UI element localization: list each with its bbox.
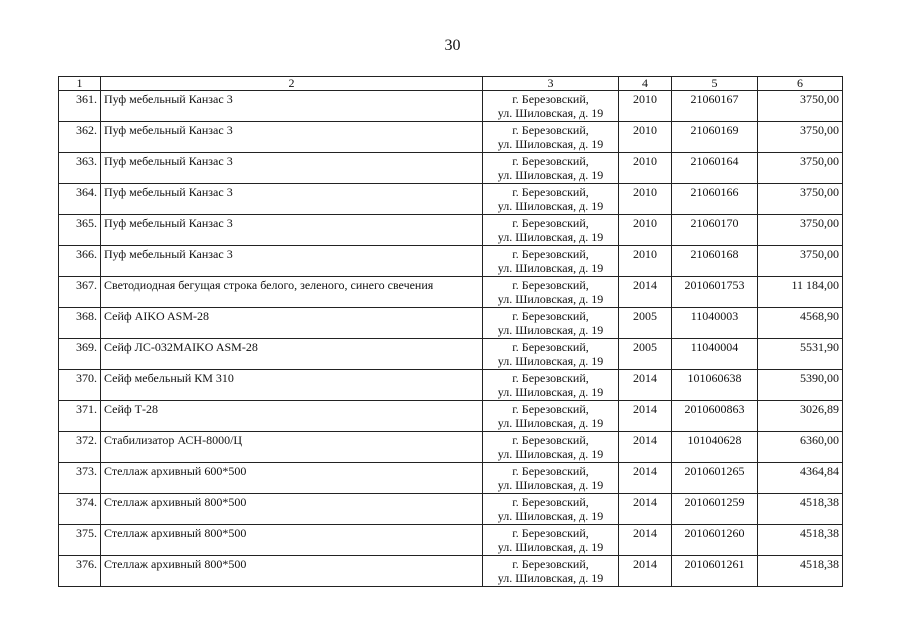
item-year: 2010 xyxy=(619,91,672,122)
table-row xyxy=(59,339,843,370)
item-address xyxy=(483,463,619,494)
item-year: 2014 xyxy=(619,525,672,556)
table-row xyxy=(59,432,843,463)
item-cost: 4518,38 xyxy=(758,525,843,556)
item-year: 2005 xyxy=(619,308,672,339)
inventory-number: 2010601265 xyxy=(672,463,758,494)
item-cost: 5531,90 xyxy=(758,339,843,370)
address-street: ул. Шиловская, д. 19 xyxy=(497,292,604,306)
address-street: ул. Шиловская, д. 19 xyxy=(497,571,604,585)
table-row xyxy=(59,277,843,308)
address-street: ул. Шиловская, д. 19 xyxy=(497,323,604,337)
item-year: 2014 xyxy=(619,401,672,432)
table-row xyxy=(59,525,843,556)
table-row xyxy=(59,308,843,339)
row-number: 375. xyxy=(59,525,101,556)
address-city: г. Березовский, xyxy=(512,557,589,571)
address-street: ул. Шиловская, д. 19 xyxy=(497,106,604,120)
item-year: 2005 xyxy=(619,339,672,370)
item-address xyxy=(483,91,619,122)
item-name: Стеллаж архивный 800*500 xyxy=(101,494,483,525)
item-cost: 3750,00 xyxy=(758,153,843,184)
inventory-number: 21060169 xyxy=(672,122,758,153)
item-address xyxy=(483,308,619,339)
page-number: 30 xyxy=(444,37,461,54)
item-name: Стеллаж архивный 800*500 xyxy=(101,556,483,587)
address-city: г. Березовский, xyxy=(512,402,589,416)
inventory-table xyxy=(58,76,843,587)
item-cost: 4518,38 xyxy=(758,494,843,525)
item-cost: 5390,00 xyxy=(758,370,843,401)
item-address xyxy=(483,246,619,277)
row-number: 368. xyxy=(59,308,101,339)
address-city: г. Березовский, xyxy=(512,154,589,168)
address-city: г. Березовский, xyxy=(512,433,589,447)
table-row xyxy=(59,215,843,246)
item-year: 2010 xyxy=(619,184,672,215)
address-city: г. Березовский, xyxy=(512,216,589,230)
item-address xyxy=(483,401,619,432)
header-row xyxy=(59,77,843,91)
inventory-number: 101060638 xyxy=(672,370,758,401)
item-year: 2014 xyxy=(619,556,672,587)
item-cost: 3750,00 xyxy=(758,215,843,246)
item-year: 2014 xyxy=(619,494,672,525)
address-city: г. Березовский, xyxy=(512,92,589,106)
item-name: Сейф мебельный КМ 310 xyxy=(101,370,483,401)
item-cost: 6360,00 xyxy=(758,432,843,463)
item-cost: 4364,84 xyxy=(758,463,843,494)
item-name: Пуф мебельный Канзас 3 xyxy=(101,184,483,215)
address-city: г. Березовский, xyxy=(512,526,589,540)
address-city: г. Березовский, xyxy=(512,247,589,261)
row-number: 373. xyxy=(59,463,101,494)
item-name: Стабилизатор АСН-8000/Ц xyxy=(101,432,483,463)
address-street: ул. Шиловская, д. 19 xyxy=(497,137,604,151)
item-address xyxy=(483,122,619,153)
address-city: г. Березовский, xyxy=(512,340,589,354)
inventory-number: 21060170 xyxy=(672,215,758,246)
item-name: Пуф мебельный Канзас 3 xyxy=(101,246,483,277)
item-year: 2014 xyxy=(619,277,672,308)
item-name: Сейф ЛС-032MAIKO ASM-28 xyxy=(101,339,483,370)
table-row xyxy=(59,463,843,494)
row-number: 369. xyxy=(59,339,101,370)
table-row xyxy=(59,246,843,277)
inventory-number: 11040004 xyxy=(672,339,758,370)
row-number: 362. xyxy=(59,122,101,153)
address-street: ул. Шиловская, д. 19 xyxy=(497,509,604,523)
inventory-number: 2010601259 xyxy=(672,494,758,525)
table-body xyxy=(59,91,843,587)
item-year: 2010 xyxy=(619,215,672,246)
item-cost: 4518,38 xyxy=(758,556,843,587)
address-city: г. Березовский, xyxy=(512,123,589,137)
address-street: ул. Шиловская, д. 19 xyxy=(497,199,604,213)
item-name: Стеллаж архивный 800*500 xyxy=(101,525,483,556)
item-name: Пуф мебельный Канзас 3 xyxy=(101,91,483,122)
row-number: 370. xyxy=(59,370,101,401)
inventory-number: 21060166 xyxy=(672,184,758,215)
row-number: 366. xyxy=(59,246,101,277)
address-city: г. Березовский, xyxy=(512,495,589,509)
column-header-5: 5 xyxy=(672,77,758,91)
item-cost: 11 184,00 xyxy=(758,277,843,308)
address-street: ул. Шиловская, д. 19 xyxy=(497,385,604,399)
item-address xyxy=(483,525,619,556)
address-street: ул. Шиловская, д. 19 xyxy=(497,478,604,492)
row-number: 363. xyxy=(59,153,101,184)
row-number: 364. xyxy=(59,184,101,215)
address-city: г. Березовский, xyxy=(512,309,589,323)
inventory-number: 21060168 xyxy=(672,246,758,277)
item-cost: 3750,00 xyxy=(758,246,843,277)
item-cost: 3750,00 xyxy=(758,91,843,122)
item-address xyxy=(483,153,619,184)
address-street: ул. Шиловская, д. 19 xyxy=(497,354,604,368)
inventory-number: 21060167 xyxy=(672,91,758,122)
inventory-number: 2010600863 xyxy=(672,401,758,432)
row-number: 374. xyxy=(59,494,101,525)
address-street: ул. Шиловская, д. 19 xyxy=(497,447,604,461)
item-address xyxy=(483,556,619,587)
table-row xyxy=(59,91,843,122)
row-number: 372. xyxy=(59,432,101,463)
item-cost: 3750,00 xyxy=(758,184,843,215)
item-address xyxy=(483,494,619,525)
inventory-number: 2010601260 xyxy=(672,525,758,556)
inventory-number: 2010601753 xyxy=(672,277,758,308)
inventory-number: 101040628 xyxy=(672,432,758,463)
column-header-1: 1 xyxy=(59,77,101,91)
item-address xyxy=(483,215,619,246)
item-name: Пуф мебельный Канзас 3 xyxy=(101,153,483,184)
item-address xyxy=(483,339,619,370)
item-cost: 4568,90 xyxy=(758,308,843,339)
address-city: г. Березовский, xyxy=(512,278,589,292)
table-row xyxy=(59,184,843,215)
item-name: Пуф мебельный Канзас 3 xyxy=(101,215,483,246)
row-number: 361. xyxy=(59,91,101,122)
row-number: 376. xyxy=(59,556,101,587)
item-name: Сейф AIKO ASM-28 xyxy=(101,308,483,339)
address-street: ул. Шиловская, д. 19 xyxy=(497,416,604,430)
address-street: ул. Шиловская, д. 19 xyxy=(497,540,604,554)
column-header-2: 2 xyxy=(101,77,483,91)
item-address xyxy=(483,184,619,215)
item-name: Сейф Т-28 xyxy=(101,401,483,432)
item-cost: 3026,89 xyxy=(758,401,843,432)
address-street: ул. Шиловская, д. 19 xyxy=(497,230,604,244)
item-address xyxy=(483,432,619,463)
table-row xyxy=(59,122,843,153)
item-name: Стеллаж архивный 600*500 xyxy=(101,463,483,494)
item-year: 2010 xyxy=(619,246,672,277)
table-row xyxy=(59,370,843,401)
row-number: 367. xyxy=(59,277,101,308)
item-year: 2014 xyxy=(619,370,672,401)
row-number: 365. xyxy=(59,215,101,246)
address-city: г. Березовский, xyxy=(512,185,589,199)
column-header-6: 6 xyxy=(758,77,843,91)
item-address xyxy=(483,277,619,308)
address-street: ул. Шиловская, д. 19 xyxy=(497,261,604,275)
table-row xyxy=(59,556,843,587)
row-number: 371. xyxy=(59,401,101,432)
item-year: 2010 xyxy=(619,153,672,184)
item-year: 2014 xyxy=(619,463,672,494)
item-year: 2014 xyxy=(619,432,672,463)
item-cost: 3750,00 xyxy=(758,122,843,153)
address-street: ул. Шиловская, д. 19 xyxy=(497,168,604,182)
address-city: г. Березовский, xyxy=(512,464,589,478)
inventory-number: 21060164 xyxy=(672,153,758,184)
table-row xyxy=(59,153,843,184)
address-city: г. Березовский, xyxy=(512,371,589,385)
table-row xyxy=(59,494,843,525)
item-address xyxy=(483,370,619,401)
item-year: 2010 xyxy=(619,122,672,153)
item-name: Пуф мебельный Канзас 3 xyxy=(101,122,483,153)
table-row xyxy=(59,401,843,432)
column-header-4: 4 xyxy=(619,77,672,91)
item-name: Светодиодная бегущая строка белого, зеленого, синего свечения xyxy=(101,277,483,308)
inventory-number: 2010601261 xyxy=(672,556,758,587)
column-header-3: 3 xyxy=(483,77,619,91)
inventory-number: 11040003 xyxy=(672,308,758,339)
